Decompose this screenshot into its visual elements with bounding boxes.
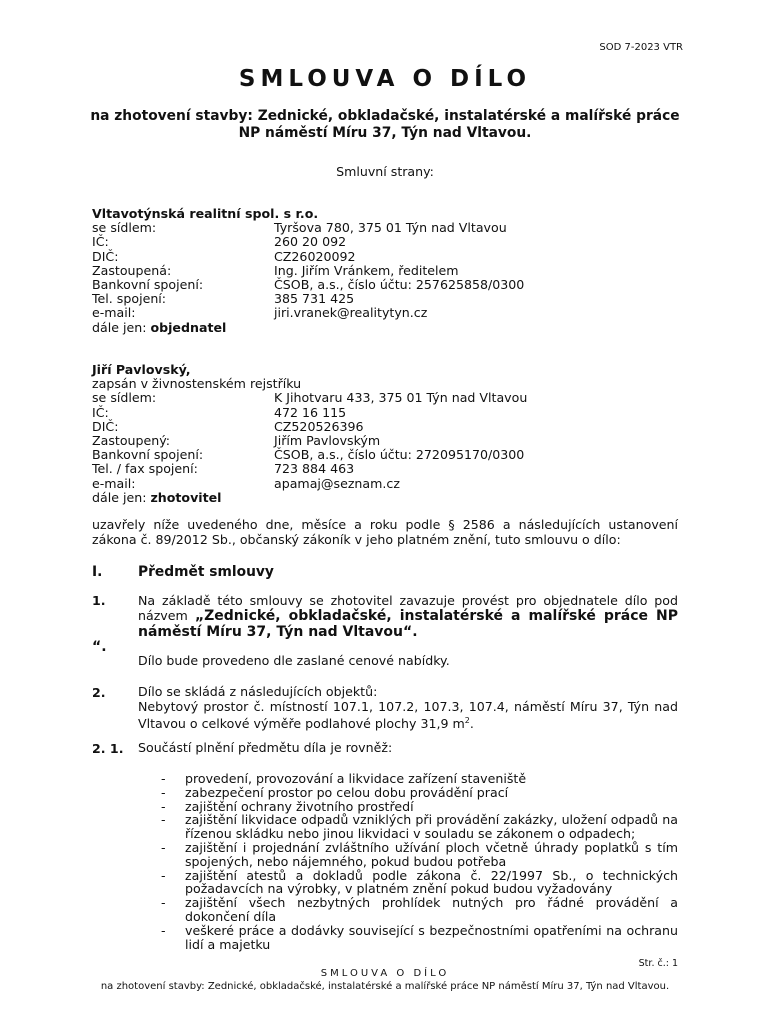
list-item: - zabezpečení prostor po celou dobu provádění prací	[161, 786, 678, 800]
footer-subtitle: na zhotovení stavby: Zednické, obkladačské, instalatérské a malířské práce NP náměstí Míru 37, Týn nad Vltavou.	[100, 980, 670, 992]
list-item: - zajištění i projednání zvláštního užívání ploch včetně úhrady poplatků s tím spojených, nebo nájemného, pokud budou potřeba	[161, 841, 678, 869]
clause-1-sub: Dílo bude provedeno dle zaslané cenové nabídky.	[138, 653, 450, 668]
party-row: Bankovní spojení: ČSOB, a.s., číslo účtu: 272095170/0300	[92, 447, 525, 463]
party-role: dále jen: zhotovitel	[92, 489, 222, 505]
clause-2-1-text: Součástí plnění předmětu díla je rovněž:	[138, 740, 393, 755]
intro-paragraph: uzavřely níže uvedeného dne, měsíce a roku podle § 2586 a následujících ustanovení zákona č. 89/2012 Sb., občanský zákoník v jeho platném znění, tuto smlouvu o dílo:	[92, 517, 678, 547]
party-objednatel	[92, 207, 692, 335]
list-item: - zajištění všech nezbytných prohlídek nutných pro řádné provádění a dokončení díla	[161, 896, 678, 924]
party-row: e-mail: apamaj@seznam.cz	[92, 475, 400, 491]
party-row: Zastoupená: Ing. Jiřím Vránkem, ředitelem	[92, 262, 459, 278]
clause-number: 1.	[92, 593, 106, 608]
party-row: IČ: 472 16 115	[92, 404, 347, 420]
party-zhotovitel	[92, 363, 692, 505]
document-title: SMLOUVA O DÍLO	[238, 66, 532, 92]
party-role: dále jen: objednatel	[92, 319, 227, 335]
section-title: Předmět smlouvy	[138, 564, 274, 580]
page-footer	[90, 968, 680, 993]
list-item: - provedení, provozování a likvidace zařízení staveniště	[161, 772, 678, 786]
party-row: IČ: 260 20 092	[92, 234, 347, 250]
party-name: Vltavotýnská realitní spol. s r.o.	[92, 206, 319, 221]
party-row: DIČ: CZ26020092	[92, 248, 356, 264]
clause-number: 2.	[92, 685, 106, 700]
party-row: Bankovní spojení: ČSOB, a.s., číslo účtu: 257625858/0300	[92, 277, 525, 293]
party-row: se sídlem: Tyršova 780, 375 01 Týn nad Vltavou	[92, 220, 507, 236]
document-reference: SOD 7-2023 VTR	[599, 42, 683, 53]
clause-number: 2. 1.	[92, 741, 124, 756]
clause-1-text: Na základě této smlouvy se zhotovitel zavazuje provést pro objednatele dílo pod názvem „Zednické, obkladačské, instalatérské a malířské práce NP náměstí Míru 37, Týn nad Vltavou“.	[138, 593, 678, 640]
list-item: - zajištění likvidace odpadů vzniklých při provádění zakázky, uložení odpadů na řízenou skládku nebo jinou likvidaci v souladu se zákonem o odpadech;	[161, 813, 678, 841]
party-row: e-mail: jiri.vranek@realitytyn.cz	[92, 305, 428, 321]
page-number: Str. č.: 1	[638, 958, 678, 969]
document-subtitle: na zhotovení stavby: Zednické, obkladačské, instalatérské a malířské práce NP náměstí Míru 37, Týn nad Vltavou.	[90, 108, 680, 141]
scope-list	[161, 772, 678, 951]
party-row: Zastoupený: Jiřím Pavlovským	[92, 433, 381, 449]
party-row: Tel. / fax spojení: 723 884 463	[92, 461, 355, 477]
clause-2-text: Dílo se skládá z následujících objektů: Nebytový prostor č. místností 107.1, 107.2, 107.3, 107.4, náměstí Míru 37, Týn nad Vltavou o celkové výměře podlahové plochy 31,9 $m^2$.	[138, 684, 678, 732]
work-name: „Zednické, obkladačské, instalatérské a malířské práce NP náměstí Míru 37, Týn nad Vltavou“.	[138, 608, 678, 640]
party-registry: zapsán v živnostenském rejstříku	[92, 376, 302, 392]
stray-quote: “.	[92, 639, 107, 655]
party-row: se sídlem: K Jihotvaru 433, 375 01 Týn nad Vltavou	[92, 390, 528, 406]
list-item: - zajištění ochrany životního prostředí	[161, 800, 678, 814]
parties-heading: Smluvní strany:	[336, 164, 434, 179]
section-number: I.	[92, 564, 103, 580]
list-item: - veškeré práce a dodávky související s bezpečnostními opatřeními na ochranu lidí a majetku	[161, 924, 678, 952]
party-row: Tel. spojení: 385 731 425	[92, 291, 355, 307]
party-row: DIČ: CZ520526396	[92, 418, 364, 434]
party-name: Jiří Pavlovský,	[92, 362, 191, 377]
list-item: - zajištění atestů a dokladů podle zákona č. 22/1997 Sb., o technických požadavcích na výrobky, v platném znění pokud budou vyžadovány	[161, 869, 678, 897]
footer-title: SMLOUVA O DÍLO	[320, 968, 450, 979]
